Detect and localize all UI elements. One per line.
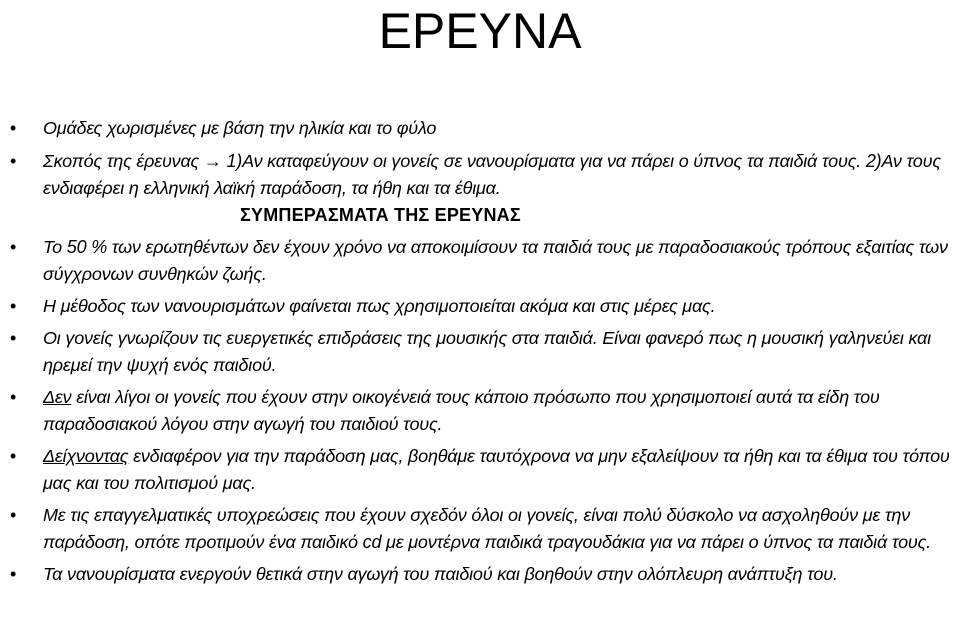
bullet-item-professional-obligations: • Με τις επαγγελματικές υποχρεώσεις που έχουν σχεδόν όλοι οι γονείς, είναι πολύ δύσκολο να ασχοληθούν με την παράδοση, οπότε προτιμούν ένα παιδικό cd με μοντέρνα παιδικά τραγουδάκια για να πάρει ο ύπνος τα παιδιά τους. bbox=[10, 502, 955, 556]
bullet-text: ενδιαφέρον για την παράδοση μας, βοηθάμε ταυτόχρονα να μην εξαλείψουν τα ήθη και τα έθιμα του τόπου μας και του πολιτισμού μας. bbox=[43, 446, 950, 493]
bullet-item-purpose: • Σκοπός της έρευνας → 1)Αν καταφεύγουν οι γονείς σε νανουρίσματα για να πάρει ο ύπνος τα παιδιά τους. 2)Αν τους ενδιαφέρει η ελληνική λαϊκή παράδοση, τα ήθη και τα έθιμα. bbox=[10, 148, 955, 202]
underlined-word: Δείχνοντας bbox=[43, 446, 129, 466]
conclusions-heading: ΣΥΜΠΕΡΑΣΜΑΤΑ ΤΗΣ ΕΡΕΥΝΑΣ bbox=[240, 205, 521, 225]
bullet-item-family-person bbox=[10, 384, 955, 438]
underlined-word: Δεν bbox=[43, 387, 72, 407]
bullet-item-fifty-percent: • Το 50 % των ερωτηθέντων δεν έχουν χρόνο να αποκοιμίσουν τα παιδιά τους με παραδοσιακούς τρόπους εξαιτίας των σύγχρονων συνθηκών ζωής. bbox=[10, 234, 955, 288]
bullet-item-method: • Η μέθοδος των νανουρισμάτων φαίνεται πως χρησιμοποιείται ακόμα και στις μέρες μας. bbox=[10, 293, 955, 320]
bullet-list bbox=[10, 115, 955, 588]
slide-title: ΕΡΕΥΝΑ bbox=[378, 3, 582, 59]
bullet-item-groups: • Ομάδες χωρισμένες με βάση την ηλικία και το φύλο bbox=[10, 115, 955, 142]
bullet-text: είναι λίγοι οι γονείς που έχουν στην οικογένειά τους κάποιο πρόσωπο που χρησιμοποιεί αυτά τα είδη του παραδοσιακού λόγου στην αγωγή του παιδιού τους. bbox=[43, 387, 880, 434]
bullet-item-tradition-interest bbox=[10, 443, 955, 497]
bullet-item-music-effects: • Οι γονείς γνωρίζουν τις ευεργετικές επιδράσεις της μουσικής στα παιδιά. Είναι φανερό πως η μουσική γαληνεύει και ηρεμεί την ψυχή ενός παιδιού. bbox=[10, 325, 955, 379]
bullet-item-lullabies-positive: • Τα νανουρίσματα ενεργούν θετικά στην αγωγή του παιδιού και βοηθούν στην ολόπλευρη ανάπτυξη του. bbox=[10, 561, 955, 588]
